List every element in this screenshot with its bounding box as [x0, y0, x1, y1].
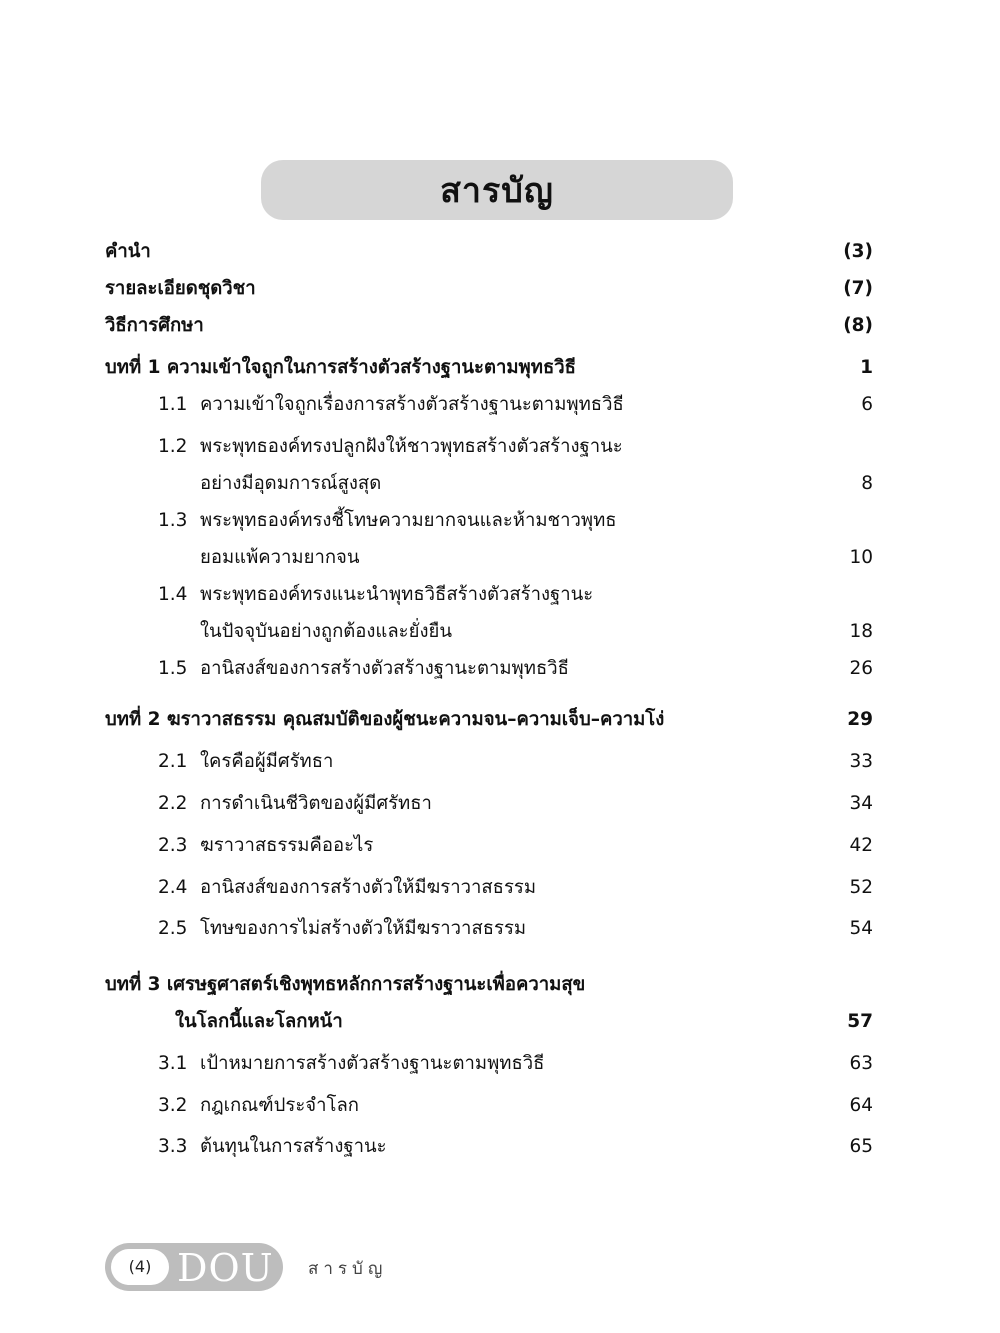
- toc-label: รายละเอียดชุดวิชา: [105, 278, 256, 299]
- section-number: 1.2: [158, 436, 188, 457]
- section-title: ใครคือผู้มีศรัทธา: [200, 751, 334, 772]
- toc-section-1-4-line1[interactable]: [0, 577, 1000, 613]
- dou-logo: DOU: [177, 1246, 274, 1290]
- toc-section-1-3-line1[interactable]: [0, 503, 1000, 539]
- section-title-cont: อย่างมีอุดมการณ์สูงสุด: [200, 473, 382, 494]
- section-number: 1.3: [158, 510, 188, 531]
- toc-chapter-2[interactable]: [0, 702, 1000, 738]
- section-title: ฆราวาสธรรมคืออะไร: [200, 835, 374, 856]
- section-number: 3.2: [158, 1095, 188, 1116]
- toc-page: 1: [860, 357, 873, 378]
- page-title: สารบัญ: [440, 171, 554, 211]
- section-title: โทษของการไม่สร้างตัวให้มีฆราวาสธรรม: [200, 918, 527, 939]
- section-title: ความเข้าใจถูกเรื่องการสร้างตัวสร้างฐานะตามพุทธวิธี: [200, 394, 624, 415]
- toc-label: คำนำ: [105, 241, 151, 262]
- section-title: อานิสงส์ของการสร้างตัวให้มีฆราวาสธรรม: [200, 877, 537, 898]
- toc-section-3-2[interactable]: [0, 1088, 1000, 1124]
- section-number: 3.1: [158, 1053, 188, 1074]
- toc-page: 34: [849, 793, 873, 814]
- section-title: อานิสงส์ของการสร้างตัวสร้างฐานะตามพุทธวิธี: [200, 658, 569, 679]
- toc-page: 65: [849, 1136, 873, 1157]
- section-title-cont: ในปัจจุบันอย่างถูกต้องและยั่งยืน: [200, 621, 452, 642]
- section-number: 3.3: [158, 1136, 188, 1157]
- toc-section-1-5[interactable]: [0, 651, 1000, 687]
- toc-entry-course-details[interactable]: [0, 271, 1000, 307]
- section-number: 2.5: [158, 918, 188, 939]
- section-number: 2.1: [158, 751, 188, 772]
- toc-page: 63: [849, 1053, 873, 1074]
- toc-page: 26: [849, 658, 873, 679]
- section-title: พระพุทธองค์ทรงแนะนำพุทธวิธีสร้างตัวสร้างฐานะ: [200, 584, 594, 605]
- toc-page: 8: [861, 473, 873, 494]
- chapter-heading: บทที่ 3 เศรษฐศาสตร์เชิงพุทธหลักการสร้างฐานะเพื่อความสุข: [105, 974, 586, 995]
- toc-section-1-3-line2[interactable]: [0, 540, 1000, 576]
- toc-section-3-1[interactable]: [0, 1046, 1000, 1082]
- toc-page: 33: [849, 751, 873, 772]
- toc-entry-study-method[interactable]: [0, 308, 1000, 344]
- toc-page: 64: [849, 1095, 873, 1116]
- section-title: การดำเนินชีวิตของผู้มีศรัทธา: [200, 793, 432, 814]
- toc-page: (3): [843, 241, 873, 262]
- section-title: พระพุทธองค์ทรงชี้โทษความยากจนและห้ามชาวพุทธ: [200, 510, 617, 531]
- toc-page: 6: [861, 394, 873, 415]
- toc-section-2-3[interactable]: [0, 828, 1000, 864]
- toc-section-2-4[interactable]: [0, 870, 1000, 906]
- toc-section-1-2-line2[interactable]: [0, 466, 1000, 502]
- section-title: ต้นทุนในการสร้างฐานะ: [200, 1136, 387, 1157]
- toc-label: วิธีการศึกษา: [105, 315, 204, 336]
- section-number: 2.4: [158, 877, 188, 898]
- chapter-heading-cont: ในโลกนี้และโลกหน้า: [175, 1011, 343, 1032]
- toc-page: 10: [849, 547, 873, 568]
- section-number: 1.1: [158, 394, 188, 415]
- chapter-heading: บทที่ 2 ฆราวาสธรรม คุณสมบัติของผู้ชนะความจน–ความเจ็บ–ความโง่: [105, 709, 665, 730]
- footer-section-label: สารบัญ: [308, 1259, 388, 1279]
- toc-section-3-3[interactable]: [0, 1129, 1000, 1165]
- toc-page: 52: [849, 877, 873, 898]
- toc-chapter-3-line1[interactable]: [0, 967, 1000, 1003]
- toc-title-banner: [261, 160, 733, 220]
- footer-badge: [105, 1243, 283, 1291]
- section-title: กฎเกณฑ์ประจำโลก: [200, 1095, 359, 1116]
- toc-page: 18: [849, 621, 873, 642]
- toc-chapter-1[interactable]: [0, 350, 1000, 386]
- toc-section-2-2[interactable]: [0, 786, 1000, 822]
- footer-page-number: (4): [111, 1249, 169, 1285]
- toc-section-2-5[interactable]: [0, 911, 1000, 947]
- chapter-heading: บทที่ 1 ความเข้าใจถูกในการสร้างตัวสร้างฐานะตามพุทธวิธี: [105, 357, 576, 378]
- section-title: พระพุทธองค์ทรงปลูกฝังให้ชาวพุทธสร้างตัวสร้างฐานะ: [200, 436, 623, 457]
- toc-chapter-3-line2[interactable]: [0, 1004, 1000, 1040]
- toc-section-2-1[interactable]: [0, 744, 1000, 780]
- toc-section-1-1[interactable]: [0, 387, 1000, 423]
- toc-entry-foreword[interactable]: [0, 234, 1000, 270]
- toc-page: (8): [843, 315, 873, 336]
- toc-page: 42: [849, 835, 873, 856]
- section-title: เป้าหมายการสร้างตัวสร้างฐานะตามพุทธวิธี: [200, 1053, 545, 1074]
- section-number: 2.2: [158, 793, 188, 814]
- section-number: 2.3: [158, 835, 188, 856]
- toc-page: 54: [849, 918, 873, 939]
- toc-page: 29: [847, 709, 873, 730]
- toc-section-1-4-line2[interactable]: [0, 614, 1000, 650]
- section-number: 1.5: [158, 658, 188, 679]
- toc-page: (7): [843, 278, 873, 299]
- section-title-cont: ยอมแพ้ความยากจน: [200, 547, 360, 568]
- section-number: 1.4: [158, 584, 188, 605]
- toc-page: 57: [847, 1011, 873, 1032]
- toc-section-1-2-line1[interactable]: [0, 429, 1000, 465]
